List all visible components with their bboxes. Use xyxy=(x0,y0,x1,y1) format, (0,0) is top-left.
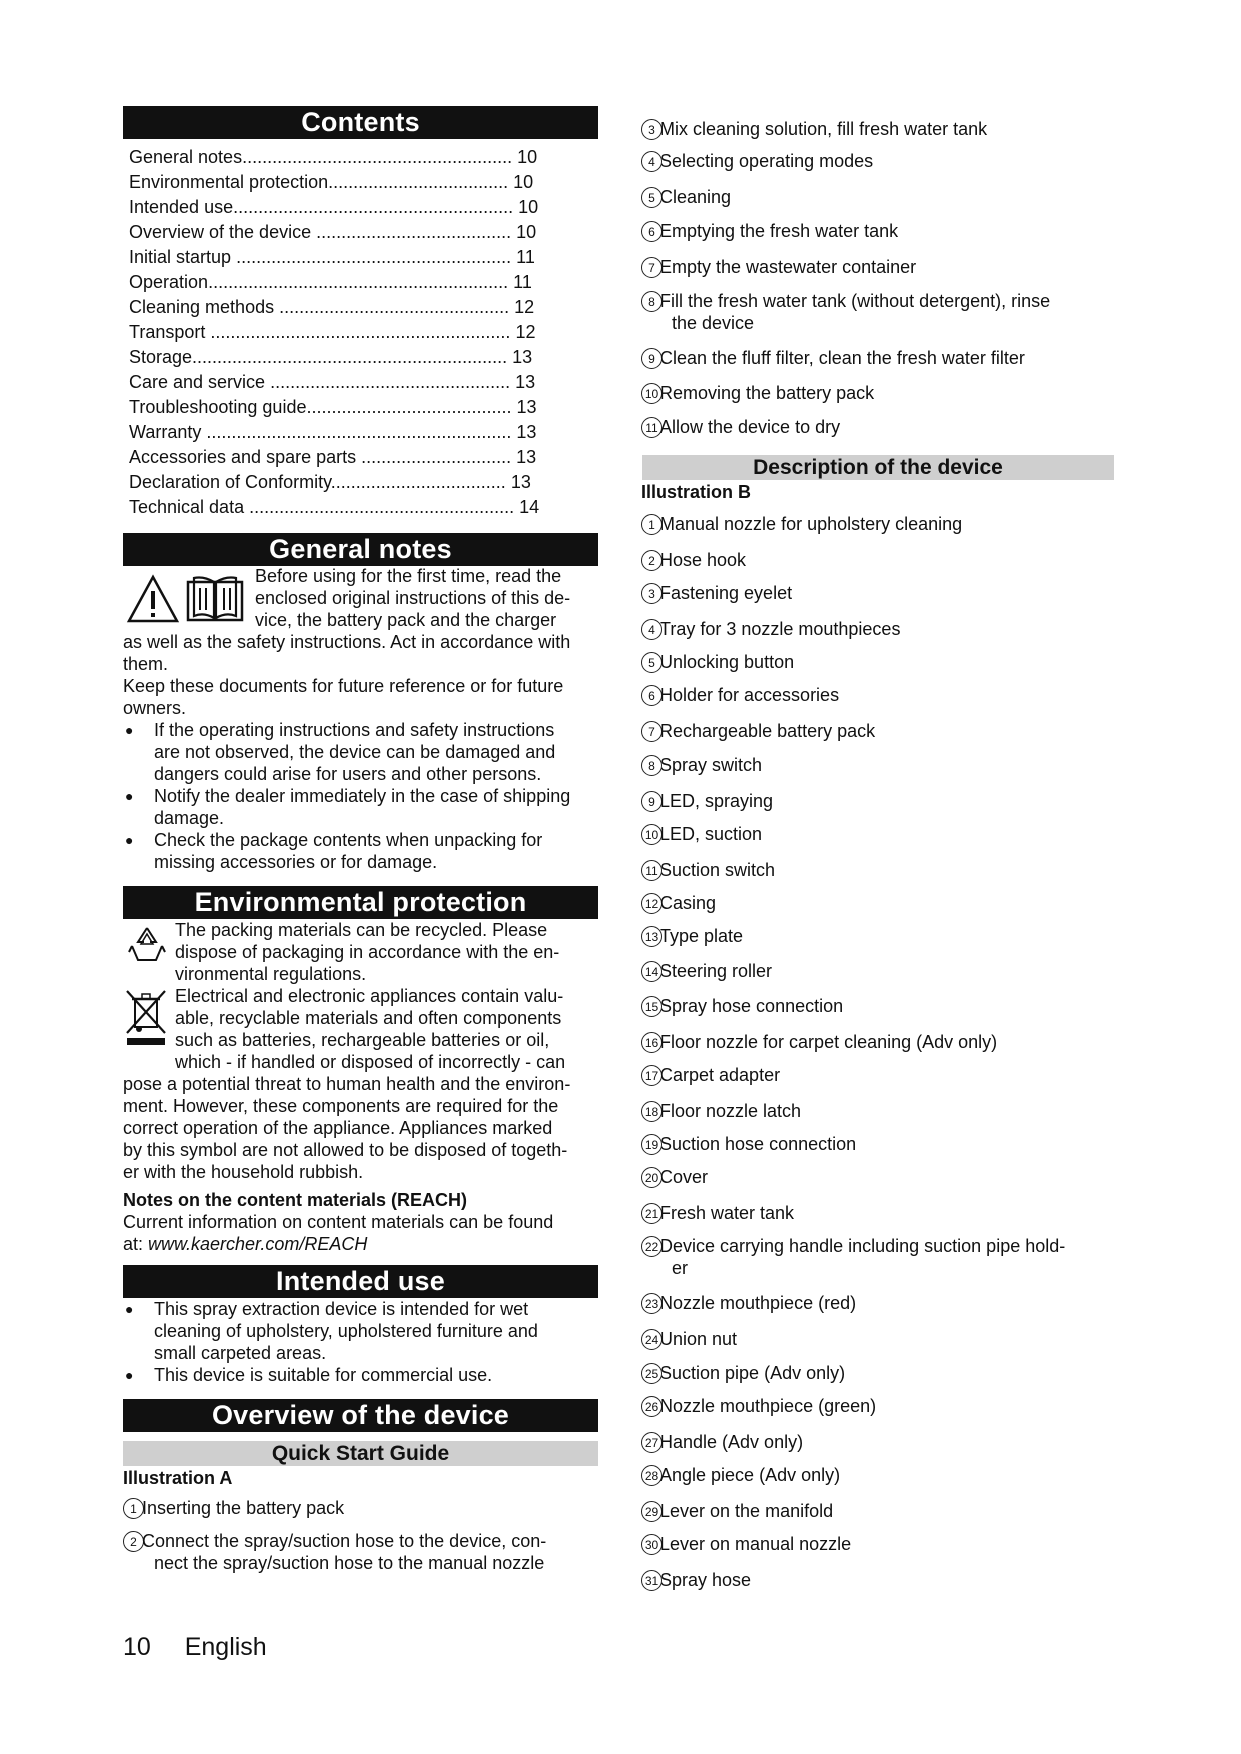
reach-prefix: at: xyxy=(123,1234,149,1254)
weee-line: which - if handled or disposed of incorrectly - can xyxy=(175,1052,566,1072)
item-label-line: Type plate xyxy=(660,926,744,946)
item-label xyxy=(660,382,874,404)
item-label xyxy=(660,290,1050,334)
item-number-badge: 18 xyxy=(641,1101,662,1122)
item-label-line: LED, spraying xyxy=(660,791,774,811)
item-label-line: Unlocking button xyxy=(660,652,795,672)
contents-heading: Contents xyxy=(123,106,598,139)
item-number-badge: 21 xyxy=(641,1203,662,1224)
item-label xyxy=(660,1500,833,1522)
item-label-line: Mix cleaning solution, fill fresh water tank xyxy=(660,119,988,139)
item-label-line: Carpet adapter xyxy=(660,1065,781,1085)
toc-title: Environmental protection xyxy=(129,172,329,192)
toc-leader: ................................... xyxy=(330,472,506,492)
item-label-line: Union nut xyxy=(660,1329,738,1349)
toc-entry[interactable] xyxy=(129,371,535,393)
item-number-badge: 29 xyxy=(641,1501,662,1522)
item-number-badge: 12 xyxy=(641,893,662,914)
item-label-line: Spray hose connection xyxy=(660,996,844,1016)
toc-entry[interactable] xyxy=(129,271,532,293)
item-label xyxy=(660,720,875,742)
reach-heading: Notes on the content materials (REACH) xyxy=(123,1190,468,1210)
item-label xyxy=(660,1064,780,1086)
item-label-line: Suction pipe (Adv only) xyxy=(660,1363,846,1383)
toc-leader: ............................................................. xyxy=(201,422,512,442)
item-label-line: nect the spray/suction hose to the manual nozzle xyxy=(154,1553,545,1573)
bullet-line: Check the package contents when unpacking for xyxy=(154,830,543,850)
item-number-badge: 15 xyxy=(641,996,662,1017)
toc-title: Intended use xyxy=(129,197,234,217)
item-label-line: Manual nozzle for upholstery cleaning xyxy=(660,514,963,534)
item-label-line: Suction switch xyxy=(660,860,776,880)
bullet-line: are not observed, the device can be damaged and xyxy=(154,742,556,762)
footer-language: English xyxy=(184,1633,267,1661)
overview-heading: Overview of the device xyxy=(123,1399,598,1432)
item-label-line: Selecting operating modes xyxy=(660,151,874,171)
item-number-badge: 9 xyxy=(641,791,662,812)
item-number-badge: 28 xyxy=(641,1465,662,1486)
bullet-icon: ● xyxy=(125,1301,134,1317)
toc-title: Technical data xyxy=(129,497,245,517)
item-label-line: Rechargeable battery pack xyxy=(660,721,876,741)
item-label xyxy=(660,618,900,640)
item-label-line: Cover xyxy=(660,1167,709,1187)
toc-leader: ..................................................... xyxy=(244,497,515,517)
item-label-line: Device carrying handle including suction pipe hold- xyxy=(660,1236,1066,1256)
item-number-badge: 25 xyxy=(641,1363,662,1384)
item-number-badge: 11 xyxy=(641,417,662,438)
read-manual-icon xyxy=(186,574,244,622)
toc-leader: ....................................... xyxy=(311,222,512,242)
item-label-line: Nozzle mouthpiece (green) xyxy=(660,1396,877,1416)
toc-title: Care and service xyxy=(129,372,266,392)
general-notes-heading: General notes xyxy=(123,533,598,566)
toc-page: 10 xyxy=(516,222,537,242)
item-label-line: Casing xyxy=(660,893,717,913)
bullet-line: If the operating instructions and safety instructions xyxy=(154,720,555,740)
weee-line: such as batteries, rechargeable batteries or oil, xyxy=(175,1030,550,1050)
general-notes-line: owners. xyxy=(123,698,187,718)
toc-entry[interactable] xyxy=(129,446,536,468)
item-label xyxy=(660,256,916,278)
item-number-badge: 22 xyxy=(641,1236,662,1257)
toc-entry[interactable] xyxy=(129,396,537,418)
toc-page: 13 xyxy=(512,347,533,367)
item-label-line: Allow the device to dry xyxy=(660,417,841,437)
item-label xyxy=(660,790,773,812)
item-number-badge: 4 xyxy=(641,619,662,640)
item-number-badge: 10 xyxy=(641,824,662,845)
item-label xyxy=(660,1133,856,1155)
general-notes-line: enclosed original instructions of this de- xyxy=(255,588,571,608)
item-label xyxy=(660,549,746,571)
item-number-badge: 3 xyxy=(641,583,662,604)
item-label-line: Floor nozzle for carpet cleaning (Adv only) xyxy=(660,1032,998,1052)
toc-title: Accessories and spare parts xyxy=(129,447,357,467)
item-label-line: Suction hose connection xyxy=(660,1134,857,1154)
toc-page: 13 xyxy=(516,397,537,417)
bullet-line: missing accessories or for damage. xyxy=(154,852,438,872)
item-number-badge: 19 xyxy=(641,1134,662,1155)
toc-page: 13 xyxy=(515,372,536,392)
item-label xyxy=(660,892,716,914)
toc-entry[interactable] xyxy=(129,346,532,368)
item-label xyxy=(660,1235,1065,1279)
item-label xyxy=(660,995,843,1017)
bullet-icon: ● xyxy=(125,788,134,804)
item-label xyxy=(660,150,873,172)
item-number-badge: 20 xyxy=(641,1167,662,1188)
toc-page: 13 xyxy=(516,422,537,442)
item-number-badge: 26 xyxy=(641,1396,662,1417)
item-label-line: Steering roller xyxy=(660,961,773,981)
recycle-line: The packing materials can be recycled. Please xyxy=(175,920,548,940)
item-number-badge: 10 xyxy=(641,383,662,404)
page-number: 10 xyxy=(123,1633,151,1661)
toc-page: 10 xyxy=(513,172,534,192)
item-label xyxy=(660,220,898,242)
toc-entry[interactable] xyxy=(129,196,538,218)
toc-page: 13 xyxy=(510,472,531,492)
item-number-badge: 23 xyxy=(641,1293,662,1314)
item-number-badge: 2 xyxy=(641,550,662,571)
warning-triangle-icon xyxy=(126,574,180,624)
toc-entry[interactable] xyxy=(129,171,533,193)
item-label-line: Fresh water tank xyxy=(660,1203,795,1223)
toc-title: Overview of the device xyxy=(129,222,312,242)
item-number-badge: 13 xyxy=(641,926,662,947)
item-label-line: er xyxy=(672,1258,689,1278)
item-label xyxy=(660,1031,997,1053)
item-label xyxy=(660,1464,840,1486)
toc-title: Initial startup xyxy=(129,247,232,267)
item-label xyxy=(660,754,762,776)
toc-leader: ................................................ xyxy=(265,372,511,392)
toc-page: 11 xyxy=(516,247,535,267)
toc-title: Declaration of Conformity xyxy=(129,472,331,492)
item-label xyxy=(660,1569,751,1591)
toc-title: Cleaning methods xyxy=(129,297,275,317)
toc-page: 11 xyxy=(513,272,532,292)
item-number-badge: 7 xyxy=(641,721,662,742)
quick-start-heading: Quick Start Guide xyxy=(123,1441,598,1466)
item-label-line: Connect the spray/suction hose to the device, con- xyxy=(142,1531,547,1551)
item-label xyxy=(660,960,772,982)
weee-line: by this symbol are not allowed to be disposed of togeth- xyxy=(123,1140,568,1160)
item-label xyxy=(660,1362,845,1384)
item-number-badge: 16 xyxy=(641,1032,662,1053)
toc-leader: ............................................................ xyxy=(205,322,511,342)
item-label-line: Emptying the fresh water tank xyxy=(660,221,899,241)
toc-leader: ...................................................... xyxy=(242,147,513,167)
toc-leader: ......................................... xyxy=(306,397,512,417)
item-label-line: the device xyxy=(672,313,755,333)
toc-entry[interactable] xyxy=(129,246,535,268)
item-label-line: Holder for accessories xyxy=(660,685,840,705)
item-label-line: Lever on the manifold xyxy=(660,1501,834,1521)
toc-leader: .............................................. xyxy=(274,297,510,317)
item-number-badge: 6 xyxy=(641,685,662,706)
item-label xyxy=(660,684,839,706)
bullet-icon: ● xyxy=(125,1367,134,1383)
item-label xyxy=(660,859,775,881)
general-notes-line: Before using for the first time, read the xyxy=(255,566,562,586)
item-number-badge: 1 xyxy=(641,514,662,535)
item-label-line: Hose hook xyxy=(660,550,747,570)
toc-entry[interactable] xyxy=(129,471,531,493)
item-label xyxy=(660,582,792,604)
illustration-b-label: Illustration B xyxy=(641,482,752,502)
toc-leader: ............................................................... xyxy=(192,347,508,367)
item-label-line: Spray switch xyxy=(660,755,763,775)
intended-use-heading: Intended use xyxy=(123,1265,598,1298)
general-notes-line: vice, the battery pack and the charger xyxy=(255,610,557,630)
item-number-badge: 24 xyxy=(641,1329,662,1350)
toc-page: 12 xyxy=(515,322,536,342)
toc-entry[interactable] xyxy=(129,221,536,243)
bullet-line: This spray extraction device is intended for wet xyxy=(154,1299,529,1319)
weee-line: correct operation of the appliance. Appliances marked xyxy=(123,1118,553,1138)
item-number-badge: 4 xyxy=(641,151,662,172)
toc-leader: ............................................................ xyxy=(208,272,509,292)
item-label xyxy=(660,416,840,438)
item-label xyxy=(660,1100,801,1122)
environmental-heading: Environmental protection xyxy=(123,886,598,919)
weee-line: Electrical and electronic appliances contain valu- xyxy=(175,986,564,1006)
item-label-line: Fastening eyelet xyxy=(660,583,793,603)
reach-link-line xyxy=(123,1233,367,1255)
item-label xyxy=(660,1533,851,1555)
toc-title: Troubleshooting guide xyxy=(129,397,307,417)
toc-entry[interactable] xyxy=(129,496,539,518)
item-label xyxy=(142,1530,546,1574)
weee-line: pose a potential threat to human health and the environ- xyxy=(123,1074,571,1094)
item-number-badge: 31 xyxy=(641,1570,662,1591)
bullet-line: Notify the dealer immediately in the case of shipping xyxy=(154,786,571,806)
general-notes-line: them. xyxy=(123,654,169,674)
recycle-line: vironmental regulations. xyxy=(175,964,367,984)
item-label-line: Cleaning xyxy=(660,187,732,207)
item-number-badge: 1 xyxy=(123,1498,144,1519)
toc-entry[interactable] xyxy=(129,321,535,343)
toc-leader: .............................. xyxy=(356,447,512,467)
item-label xyxy=(660,513,962,535)
toc-entry[interactable] xyxy=(129,296,534,318)
general-notes-line: as well as the safety instructions. Act in accordance with xyxy=(123,632,571,652)
item-label xyxy=(142,1497,344,1519)
item-label-line: Clean the fluff filter, clean the fresh water filter xyxy=(660,348,1025,368)
item-label xyxy=(660,925,743,947)
item-number-badge: 30 xyxy=(641,1534,662,1555)
weee-line: able, recyclable materials and often components xyxy=(175,1008,562,1028)
description-heading: Description of the device xyxy=(642,455,1114,480)
item-label xyxy=(660,651,794,673)
toc-title: Operation xyxy=(129,272,209,292)
toc-page: 14 xyxy=(519,497,540,517)
item-number-badge: 9 xyxy=(641,348,662,369)
item-number-badge: 2 xyxy=(123,1531,144,1552)
item-label xyxy=(660,1431,803,1453)
item-label-line: Nozzle mouthpiece (red) xyxy=(660,1293,857,1313)
toc-leader: ........................................................ xyxy=(233,197,514,217)
toc-page: 13 xyxy=(516,447,537,467)
item-label-line: LED, suction xyxy=(660,824,763,844)
bullet-line: This device is suitable for commercial use. xyxy=(154,1365,493,1385)
crossed-bin-icon xyxy=(125,987,169,1047)
toc-title: Transport xyxy=(129,322,206,342)
item-label-line: Angle piece (Adv only) xyxy=(660,1465,841,1485)
item-number-badge: 7 xyxy=(641,257,662,278)
toc-entry[interactable] xyxy=(129,421,536,443)
item-label xyxy=(660,118,987,140)
toc-title: Warranty xyxy=(129,422,202,442)
recycle-line: dispose of packaging in accordance with the en- xyxy=(175,942,560,962)
item-number-badge: 3 xyxy=(641,119,662,140)
item-label-line: Inserting the battery pack xyxy=(142,1498,345,1518)
item-number-badge: 17 xyxy=(641,1065,662,1086)
recycle-icon xyxy=(126,924,168,966)
item-label-line: Lever on manual nozzle xyxy=(660,1534,852,1554)
item-label xyxy=(660,823,762,845)
item-number-badge: 5 xyxy=(641,652,662,673)
item-label xyxy=(660,1202,794,1224)
item-label-line: Removing the battery pack xyxy=(660,383,875,403)
toc-title: Storage xyxy=(129,347,193,367)
item-number-badge: 14 xyxy=(641,961,662,982)
bullet-icon: ● xyxy=(125,832,134,848)
reach-line: Current information on content materials can be found xyxy=(123,1212,554,1232)
item-label-line: Floor nozzle latch xyxy=(660,1101,802,1121)
toc-entry[interactable] xyxy=(129,146,537,168)
item-label-line: Fill the fresh water tank (without detergent), rinse xyxy=(660,291,1051,311)
toc-title: General notes xyxy=(129,147,243,167)
item-label xyxy=(660,1166,708,1188)
general-notes-line: Keep these documents for future reference or for future xyxy=(123,676,564,696)
item-label-line: Empty the wastewater container xyxy=(660,257,917,277)
item-number-badge: 6 xyxy=(641,221,662,242)
page-footer xyxy=(123,1633,267,1662)
item-number-badge: 11 xyxy=(641,860,662,881)
toc-page: 10 xyxy=(517,147,538,167)
bullet-icon: ● xyxy=(125,722,134,738)
toc-leader: ....................................................... xyxy=(231,247,512,267)
bullet-line: damage. xyxy=(154,808,225,828)
toc-page: 12 xyxy=(514,297,535,317)
item-label xyxy=(660,347,1025,369)
illustration-a-label: Illustration A xyxy=(123,1468,233,1488)
reach-url-link[interactable]: www.kaercher.com/REACH xyxy=(148,1234,368,1254)
item-label xyxy=(660,1395,876,1417)
toc-page: 10 xyxy=(518,197,539,217)
bullet-line: dangers could arise for users and other persons. xyxy=(154,764,542,784)
item-label xyxy=(660,186,731,208)
toc-leader: .................................... xyxy=(328,172,509,192)
weee-line: ment. However, these components are required for the xyxy=(123,1096,559,1116)
item-number-badge: 27 xyxy=(641,1432,662,1453)
item-label-line: Tray for 3 nozzle mouthpieces xyxy=(660,619,901,639)
item-label-line: Spray hose xyxy=(660,1570,752,1590)
item-label-line: Handle (Adv only) xyxy=(660,1432,804,1452)
item-number-badge: 8 xyxy=(641,291,662,312)
item-label xyxy=(660,1328,737,1350)
weee-line: er with the household rubbish. xyxy=(123,1162,364,1182)
item-label xyxy=(660,1292,856,1314)
bullet-line: small carpeted areas. xyxy=(154,1343,327,1363)
bullet-line: cleaning of upholstery, upholstered furniture and xyxy=(154,1321,538,1341)
item-number-badge: 8 xyxy=(641,755,662,776)
item-number-badge: 5 xyxy=(641,187,662,208)
